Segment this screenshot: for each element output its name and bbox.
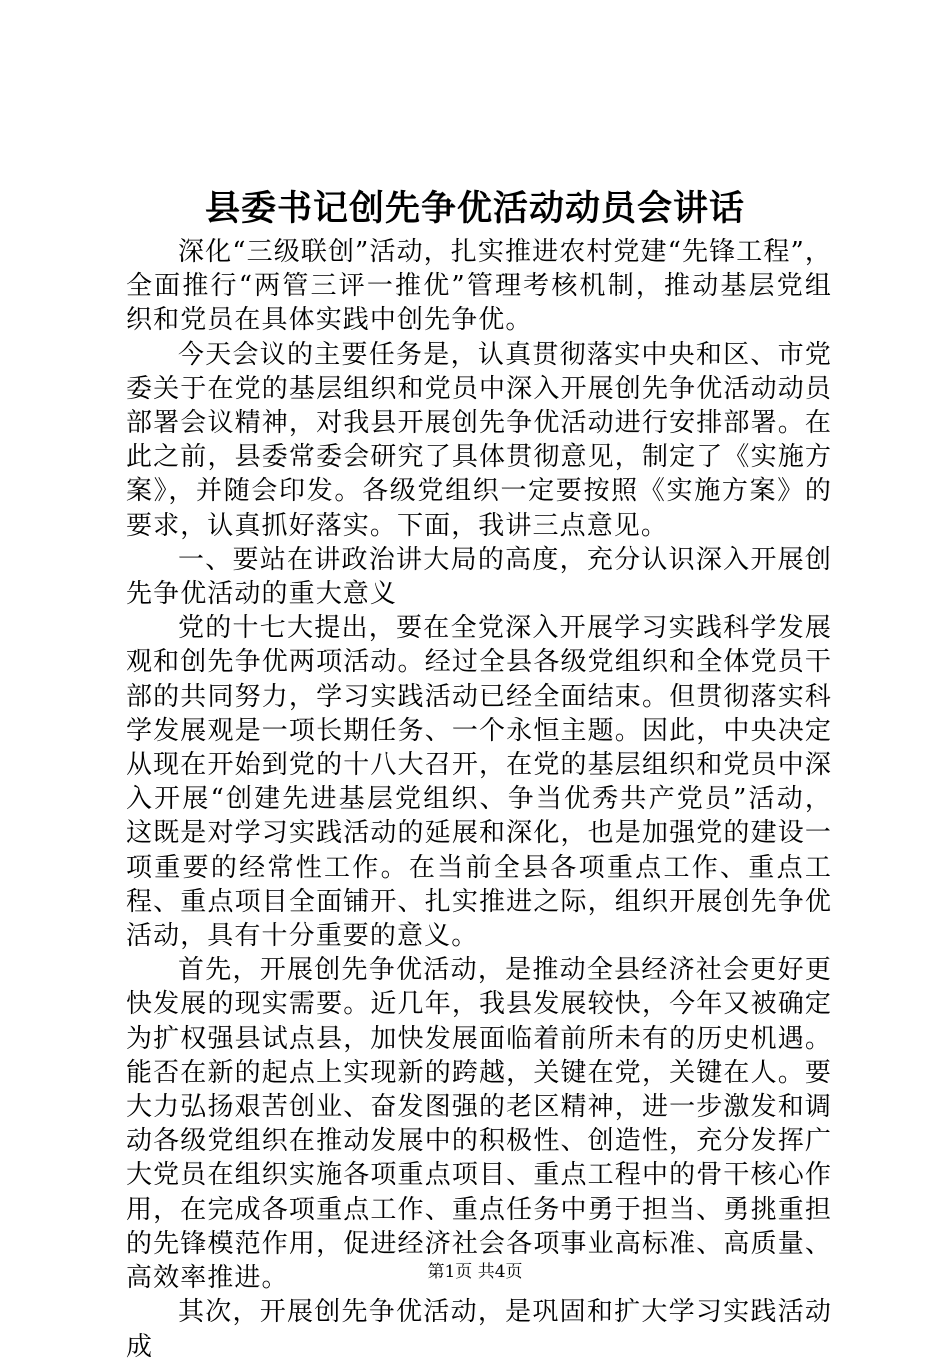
paragraph-meeting-task: 今天会议的主要任务是，认真贯彻落实中央和区、市党委关于在党的基层组织和党员中深入开展创先争优活动动员部署会议精神，对我县开展创先争优活动进行安排部署。在此之前，县委常委会研究了具体贯彻意见，制定了《实施方案》，并随会印发。各级党组织一定要按照《实施方案》的要求，认真抓好落实。下面，我讲三点意见。	[126, 339, 832, 541]
paragraph-intro: 深化“三级联创”活动，扎实推进农村党建“先锋工程”，全面推行“两管三评一推优”管理考核机制，推动基层党组织和党员在具体实践中创先争优。	[126, 237, 832, 336]
paragraph-second-point: 其次，开展创先争优活动，是巩固和扩大学习实践活动成	[126, 1297, 832, 1362]
document-body	[126, 235, 832, 1364]
page-number-footer: 第1页 共4页	[427, 1262, 523, 1282]
document-title: 县委书记创先争优活动动员会讲话	[204, 188, 745, 229]
paragraph-background: 党的十七大提出，要在全党深入开展学习实践科学发展观和创先争优两项活动。经过全县各级党组织和全体党员干部的共同努力，学习实践活动已经全面结束。但贯彻落实科学发展观是一项长期任务、一个永恒主题。因此，中央决定从现在开始到党的十八大召开，在党的基层组织和党员中深入开展“创建先进基层党组织、争当优秀共产党员”活动，这既是对学习实践活动的延展和深化，也是加强党的建设一项重要的经常性工作。在当前全县各项重点工作、重点工程、重点项目全面铺开、扎实推进之际，组织开展创先争优活动，具有十分重要的意义。	[126, 613, 832, 952]
paragraph-first-point: 首先，开展创先争优活动，是推动全县经济社会更好更快发展的现实需要。近几年，我县发展较快，今年又被确定为扩权强县试点县，加快发展面临着前所未有的历史机遇。能否在新的起点上实现新的跨越，关键在党，关键在人。要大力弘扬艰苦创业、奋发图强的老区精神，进一步激发和调动各级党组织在推动发展中的积极性、创造性，充分发挥广大党员在组织实施各项重点项目、重点工程中的骨干核心作用，在完成各项重点工作、重点任务中勇于担当、勇挑重担的先锋模范作用，促进经济社会各项事业高标准、高质量、高效率推进。	[126, 955, 832, 1294]
section-heading-one: 一、要站在讲政治讲大局的高度，充分认识深入开展创先争优活动的重大意义	[126, 544, 832, 610]
